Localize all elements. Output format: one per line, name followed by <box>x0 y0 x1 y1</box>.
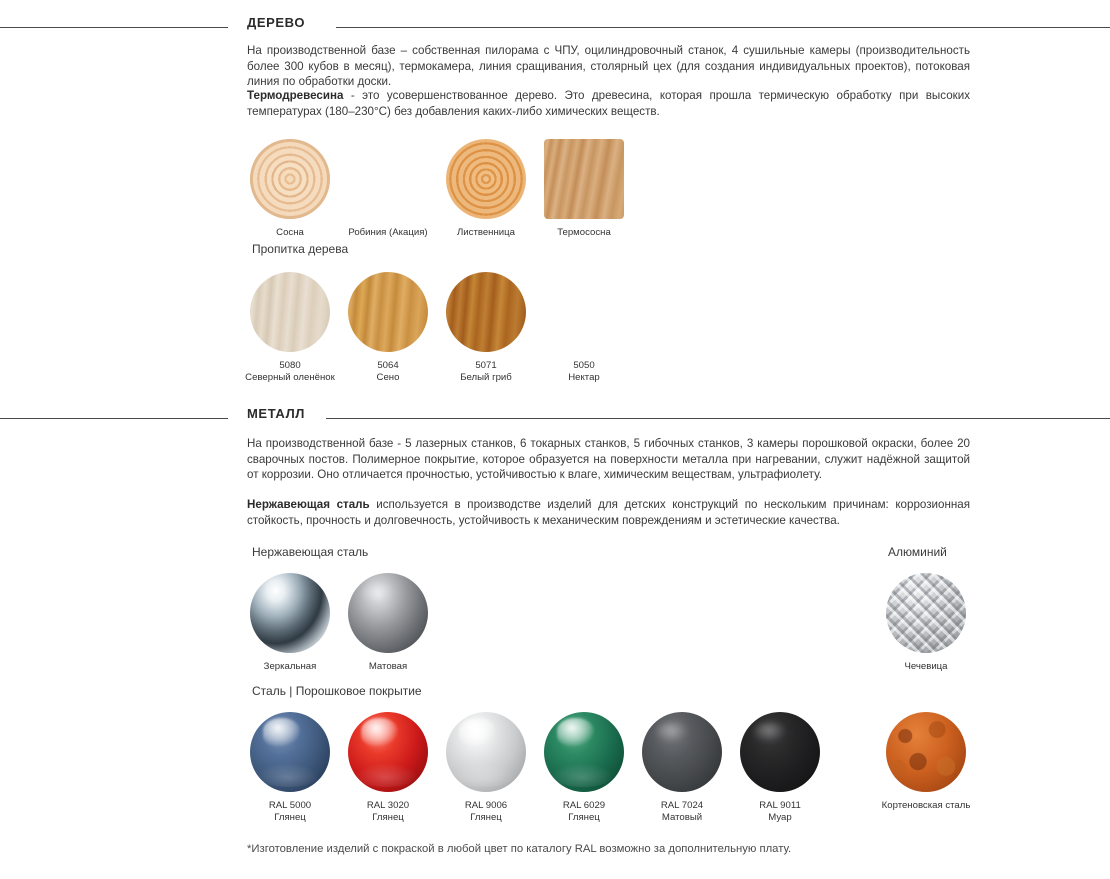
termososna-texture <box>544 139 624 219</box>
swatch-caption <box>342 360 434 384</box>
swatch-subname: Глянец <box>470 812 502 823</box>
impregnation-5071-texture <box>446 272 526 352</box>
header-rule-left <box>0 27 228 28</box>
swatch-termososna[interactable] <box>538 139 630 239</box>
wood-paragraph-2-text: - это усовершенствованное дерево. Это древесина, которая прошла термическую обработку при высоких температурах (180–230°C) без добавления каких-либо химических веществ. <box>247 89 970 118</box>
swatch-sosna[interactable] <box>244 139 336 239</box>
swatch-caption <box>244 661 336 673</box>
impregnation-5064-texture <box>348 272 428 352</box>
swatch-ral-3020[interactable] <box>342 712 434 824</box>
swatch-name: Лиственница <box>457 227 515 238</box>
wood-paragraph-2-bold: Термодревесина <box>247 89 344 102</box>
swatch-aluminium-lentil[interactable] <box>880 573 972 673</box>
sosna-texture <box>250 139 330 219</box>
swatch-name: 5064 <box>377 360 399 371</box>
swatch-5071[interactable] <box>440 272 532 384</box>
swatch-mirror-steel[interactable] <box>244 573 336 673</box>
swatch-subname: Матовый <box>661 812 703 823</box>
corten-steel-sphere <box>886 712 966 792</box>
swatch-caption <box>880 661 972 673</box>
ral-7024-sphere <box>642 712 722 792</box>
swatch-name: Зеркальная <box>263 661 317 672</box>
ral-6029-sphere <box>544 712 624 792</box>
swatch-subname: Муар <box>768 812 792 823</box>
swatch-subname: Глянец <box>568 812 600 823</box>
ral-9011-sphere <box>740 712 820 792</box>
listvennica-texture <box>446 139 526 219</box>
swatch-name: Чечевица <box>904 661 948 672</box>
swatch-caption <box>244 800 336 824</box>
swatch-caption <box>342 661 434 673</box>
ral-3020-sphere <box>348 712 428 792</box>
header-rule-right <box>336 27 1110 28</box>
header-rule-right <box>326 418 1110 419</box>
swatch-name: RAL 6029 <box>562 800 606 811</box>
swatch-caption <box>244 227 336 239</box>
impregnation-5050-texture <box>544 272 624 352</box>
swatch-ral-9006[interactable] <box>440 712 532 824</box>
swatch-name: Термососна <box>557 227 611 238</box>
swatch-caption <box>440 800 532 824</box>
section-title-metal: МЕТАЛЛ <box>247 406 306 421</box>
aluminium-lentil-texture <box>886 573 966 653</box>
swatch-name: 5080 <box>279 360 301 371</box>
swatch-caption <box>734 800 826 824</box>
swatch-subname: Сено <box>376 372 400 383</box>
swatch-caption <box>538 227 630 239</box>
swatch-caption <box>342 227 434 239</box>
metal-paragraph-2 <box>247 497 970 528</box>
swatch-matte-steel[interactable] <box>342 573 434 673</box>
section-header-wood <box>0 15 1110 41</box>
subhead-powder-coating: Сталь | Порошковое покрытие <box>252 684 422 698</box>
swatch-name: RAL 9006 <box>464 800 508 811</box>
swatch-caption <box>880 800 972 812</box>
swatch-ral-5000[interactable] <box>244 712 336 824</box>
swatch-caption <box>636 800 728 824</box>
wood-paragraph-2 <box>247 88 970 119</box>
subhead-aluminium: Алюминий <box>888 545 947 559</box>
ral-5000-sphere <box>250 712 330 792</box>
matte-steel-sphere <box>348 573 428 653</box>
swatch-subname: Глянец <box>274 812 306 823</box>
section-title-wood: ДЕРЕВО <box>247 15 306 30</box>
swatch-name: Сосна <box>276 227 304 238</box>
ral-9006-sphere <box>446 712 526 792</box>
swatch-name: RAL 3020 <box>366 800 410 811</box>
mirror-steel-sphere <box>250 573 330 653</box>
swatch-name: 5071 <box>475 360 497 371</box>
swatch-5080[interactable] <box>244 272 336 384</box>
subhead-stainless: Нержавеющая сталь <box>252 545 369 559</box>
section-header-metal <box>0 406 1110 432</box>
metal-paragraph-2-text: используется в производстве изделий для детских конструкций по нескольким причинам: коррозионная стойкость, прочность и долговечность, устойчивость к механическим повреждениям и эстетические качества. <box>247 498 970 527</box>
swatch-name: Робиния (Акация) <box>348 227 428 238</box>
header-rule-left <box>0 418 228 419</box>
swatch-5064[interactable] <box>342 272 434 384</box>
swatch-caption <box>538 800 630 824</box>
swatch-ral-6029[interactable] <box>538 712 630 824</box>
swatch-caption <box>440 360 532 384</box>
swatch-name: RAL 9011 <box>759 800 801 811</box>
swatch-5050[interactable] <box>538 272 630 384</box>
swatch-corten-steel[interactable] <box>880 712 972 812</box>
footnote: *Изготовление изделий с покраской в любой цвет по каталогу RAL возможно за дополнительную плату. <box>247 843 792 855</box>
metal-paragraph-1: На производственной базе - 5 лазерных станков, 6 токарных станков, 5 гибочных станков, 3 камеры порошковой окраски, более 20 сварочных постов. Полимерное покрытие, которое образуется на поверхности металла при нагревании, служит надёжной защитой от коррозии. Оно отличается прочностью, устойчивостью к влаге, химическим веществам, ультрафиолету. <box>247 437 970 481</box>
swatch-caption <box>244 360 336 384</box>
swatch-subname: Белый гриб <box>460 372 512 383</box>
swatch-name: 5050 <box>573 360 595 371</box>
swatch-subname: Глянец <box>372 812 404 823</box>
wood-paragraph-1: На производственной базе – собственная пилорама с ЧПУ, оцилиндровочный станок, 4 сушильные камеры (производительность более 300 кубов в месяц), термокамера, линия сращивания, столярный цех (для создания индивидуальных проектов), потоковая линия по обработки доски. <box>247 44 970 88</box>
swatch-robinia[interactable] <box>342 139 434 239</box>
robinia-texture <box>348 139 428 219</box>
swatch-listvennica[interactable] <box>440 139 532 239</box>
swatch-caption <box>538 360 630 384</box>
swatch-subname: Нектар <box>568 372 600 383</box>
impregnation-5080-texture <box>250 272 330 352</box>
swatch-ral-9011[interactable] <box>734 712 826 824</box>
swatch-subname: Северный оленёнок <box>245 372 335 383</box>
swatch-ral-7024[interactable] <box>636 712 728 824</box>
swatch-name: Кортеновская сталь <box>881 800 971 811</box>
swatch-name: RAL 7024 <box>660 800 704 811</box>
subhead-wood-impregnation: Пропитка дерева <box>252 242 349 256</box>
swatch-name: RAL 5000 <box>268 800 312 811</box>
metal-paragraph-2-bold: Нержавеющая сталь <box>247 498 370 511</box>
swatch-caption <box>342 800 434 824</box>
swatch-caption <box>440 227 532 239</box>
swatch-name: Матовая <box>368 661 408 672</box>
